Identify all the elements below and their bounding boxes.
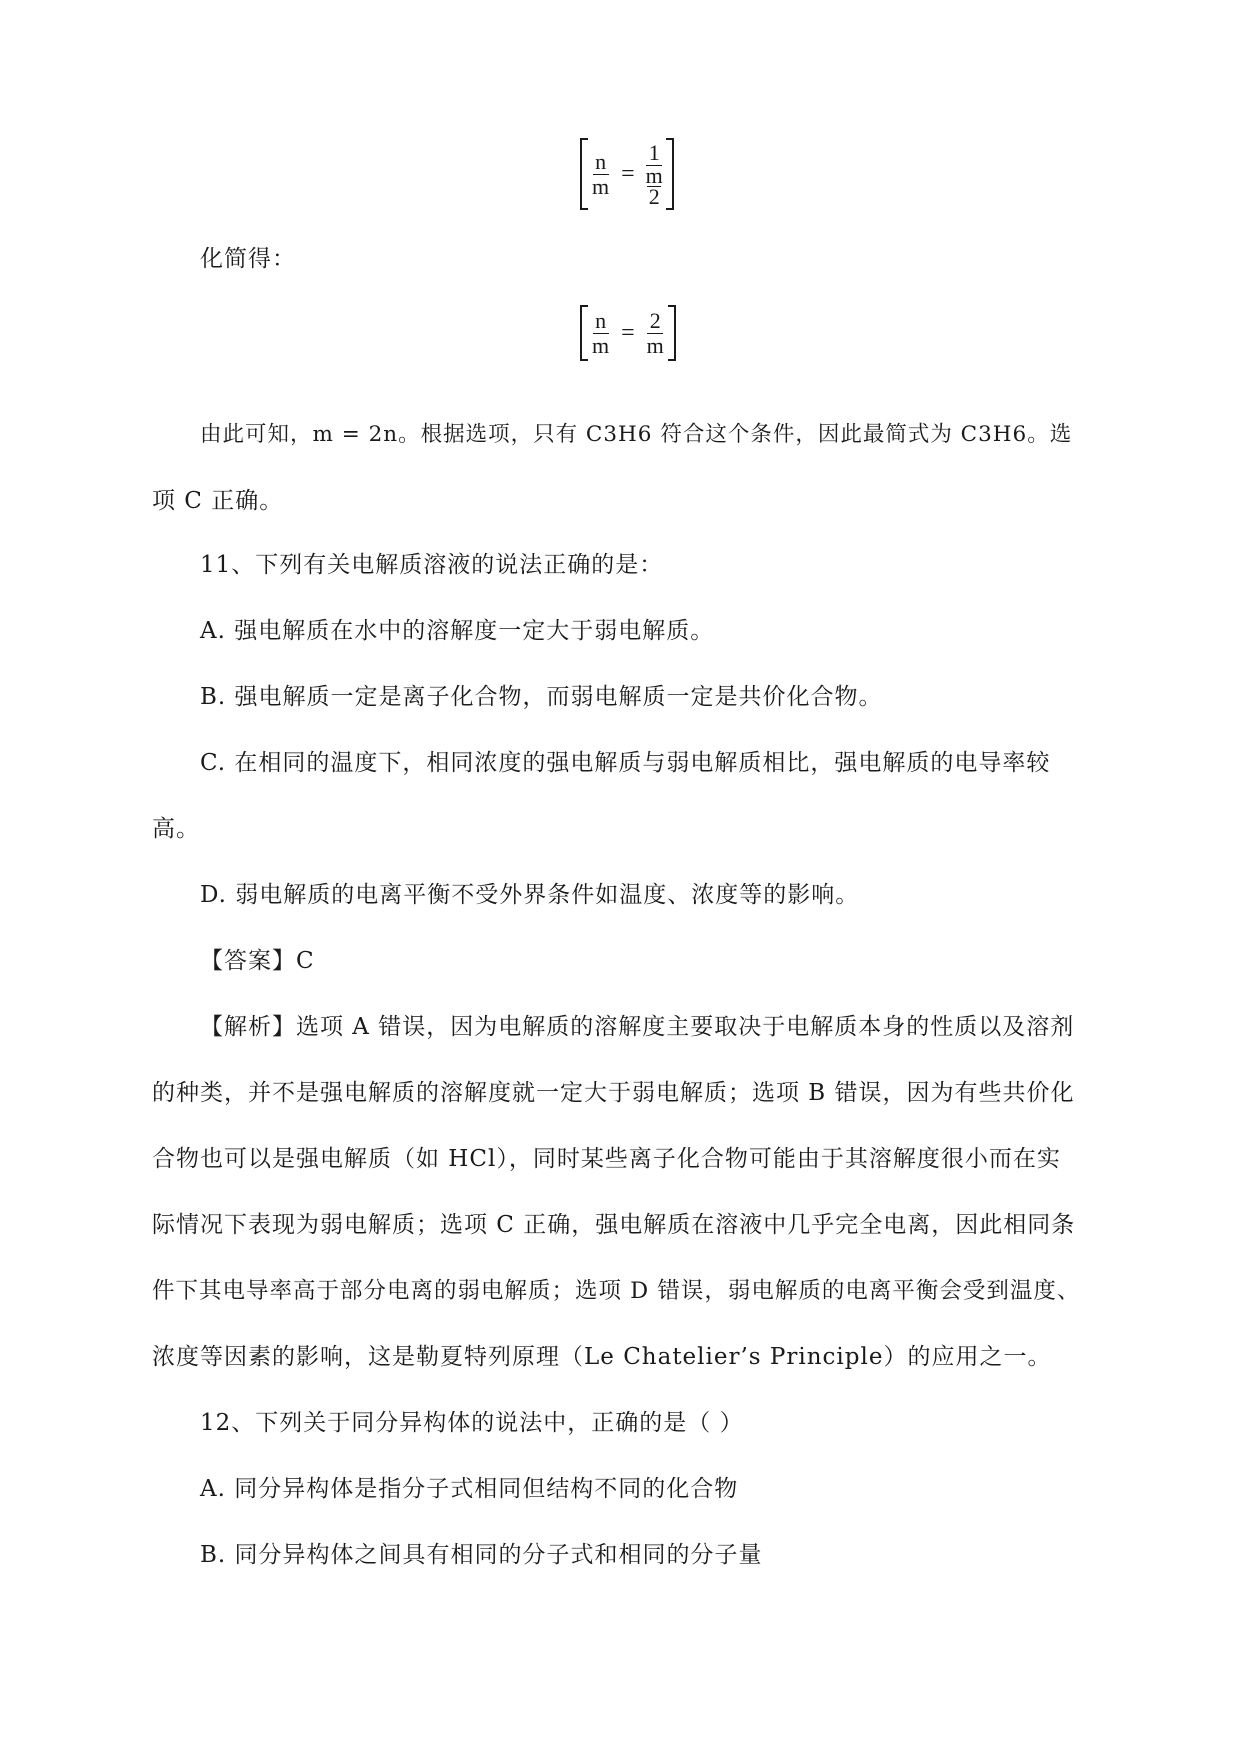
- conclusion-line-1: 由此可知，m = 2n。根据选项，只有 C3H6 符合这个条件，因此最简式为 C3H6。选: [200, 422, 1073, 447]
- question-11-answer: 【答案】C: [200, 948, 315, 974]
- rhs-numerator: 1: [648, 140, 660, 165]
- rhs-inner-denominator: 2: [648, 184, 660, 209]
- rhs-fraction: [646, 141, 663, 207]
- lhs-numerator: n: [595, 307, 607, 333]
- lhs-denominator: m: [592, 332, 610, 358]
- conclusion-line-2: 项 C 正确。: [152, 488, 284, 514]
- equals-sign: =: [621, 160, 635, 187]
- question-11-option-a: A. 强电解质在水中的溶解度一定大于弱电解质。: [200, 618, 715, 644]
- question-11-option-d: D. 弱电解质的电离平衡不受外界条件如温度、浓度等的影响。: [200, 882, 860, 908]
- question-11-option-c-line-2: 高。: [152, 816, 200, 842]
- question-12-option-b: B. 同分异构体之间具有相同的分子式和相同的分子量: [200, 1542, 763, 1568]
- analysis-line-3: 合物也可以是强电解质（如 HCl），同时某些离子化合物可能由于其溶解度很小而在实: [152, 1146, 1061, 1172]
- analysis-line-1: 【解析】选项 A 错误，因为电解质的溶解度主要取决于电解质本身的性质以及溶剂: [200, 1014, 1075, 1040]
- lhs-fraction: [591, 150, 610, 199]
- left-bracket: [580, 138, 588, 210]
- rhs-fraction: [646, 309, 665, 358]
- lhs-fraction: [591, 309, 610, 358]
- question-11-stem: 11、下列有关电解质溶液的说法正确的是：: [200, 552, 664, 578]
- question-11-option-b: B. 强电解质一定是离子化合物，而弱电解质一定是共价化合物。: [200, 684, 883, 710]
- right-bracket: [666, 138, 674, 210]
- analysis-line-2: 的种类，并不是强电解质的溶解度就一定大于弱电解质；选项 B 错误，因为有些共价化: [152, 1080, 1075, 1106]
- analysis-line-4: 际情况下表现为弱电解质；选项 C 正确，强电解质在溶液中几乎完全电离，因此相同条: [152, 1212, 1076, 1238]
- rhs-numerator: 2: [649, 307, 661, 333]
- equals-sign: =: [621, 319, 635, 346]
- question-11-option-c-line-1: C. 在相同的温度下，相同浓度的强电解质与弱电解质相比，强电解质的电导率较: [200, 750, 1051, 776]
- question-12-option-a: A. 同分异构体是指分子式相同但结构不同的化合物: [200, 1476, 739, 1502]
- lhs-numerator: n: [595, 148, 607, 174]
- rhs-denominator: m: [646, 332, 664, 358]
- formula-1: [580, 138, 674, 210]
- analysis-line-5: 件下其电导率高于部分电离的弱电解质；选项 D 错误，弱电解质的电离平衡会受到温度、: [152, 1278, 1081, 1304]
- question-12-stem: 12、下列关于同分异构体的说法中，正确的是（ ）: [200, 1410, 744, 1436]
- analysis-line-6: 浓度等因素的影响，这是勒夏特列原理（Le Chatelier’s Principle）的应用之一。: [152, 1344, 1052, 1370]
- simplify-label: 化简得：: [200, 246, 296, 272]
- formula-2: [580, 305, 676, 361]
- lhs-denominator: m: [592, 173, 610, 199]
- right-bracket: [668, 305, 676, 361]
- left-bracket: [580, 305, 588, 361]
- rhs-inner-numerator: m: [645, 163, 663, 188]
